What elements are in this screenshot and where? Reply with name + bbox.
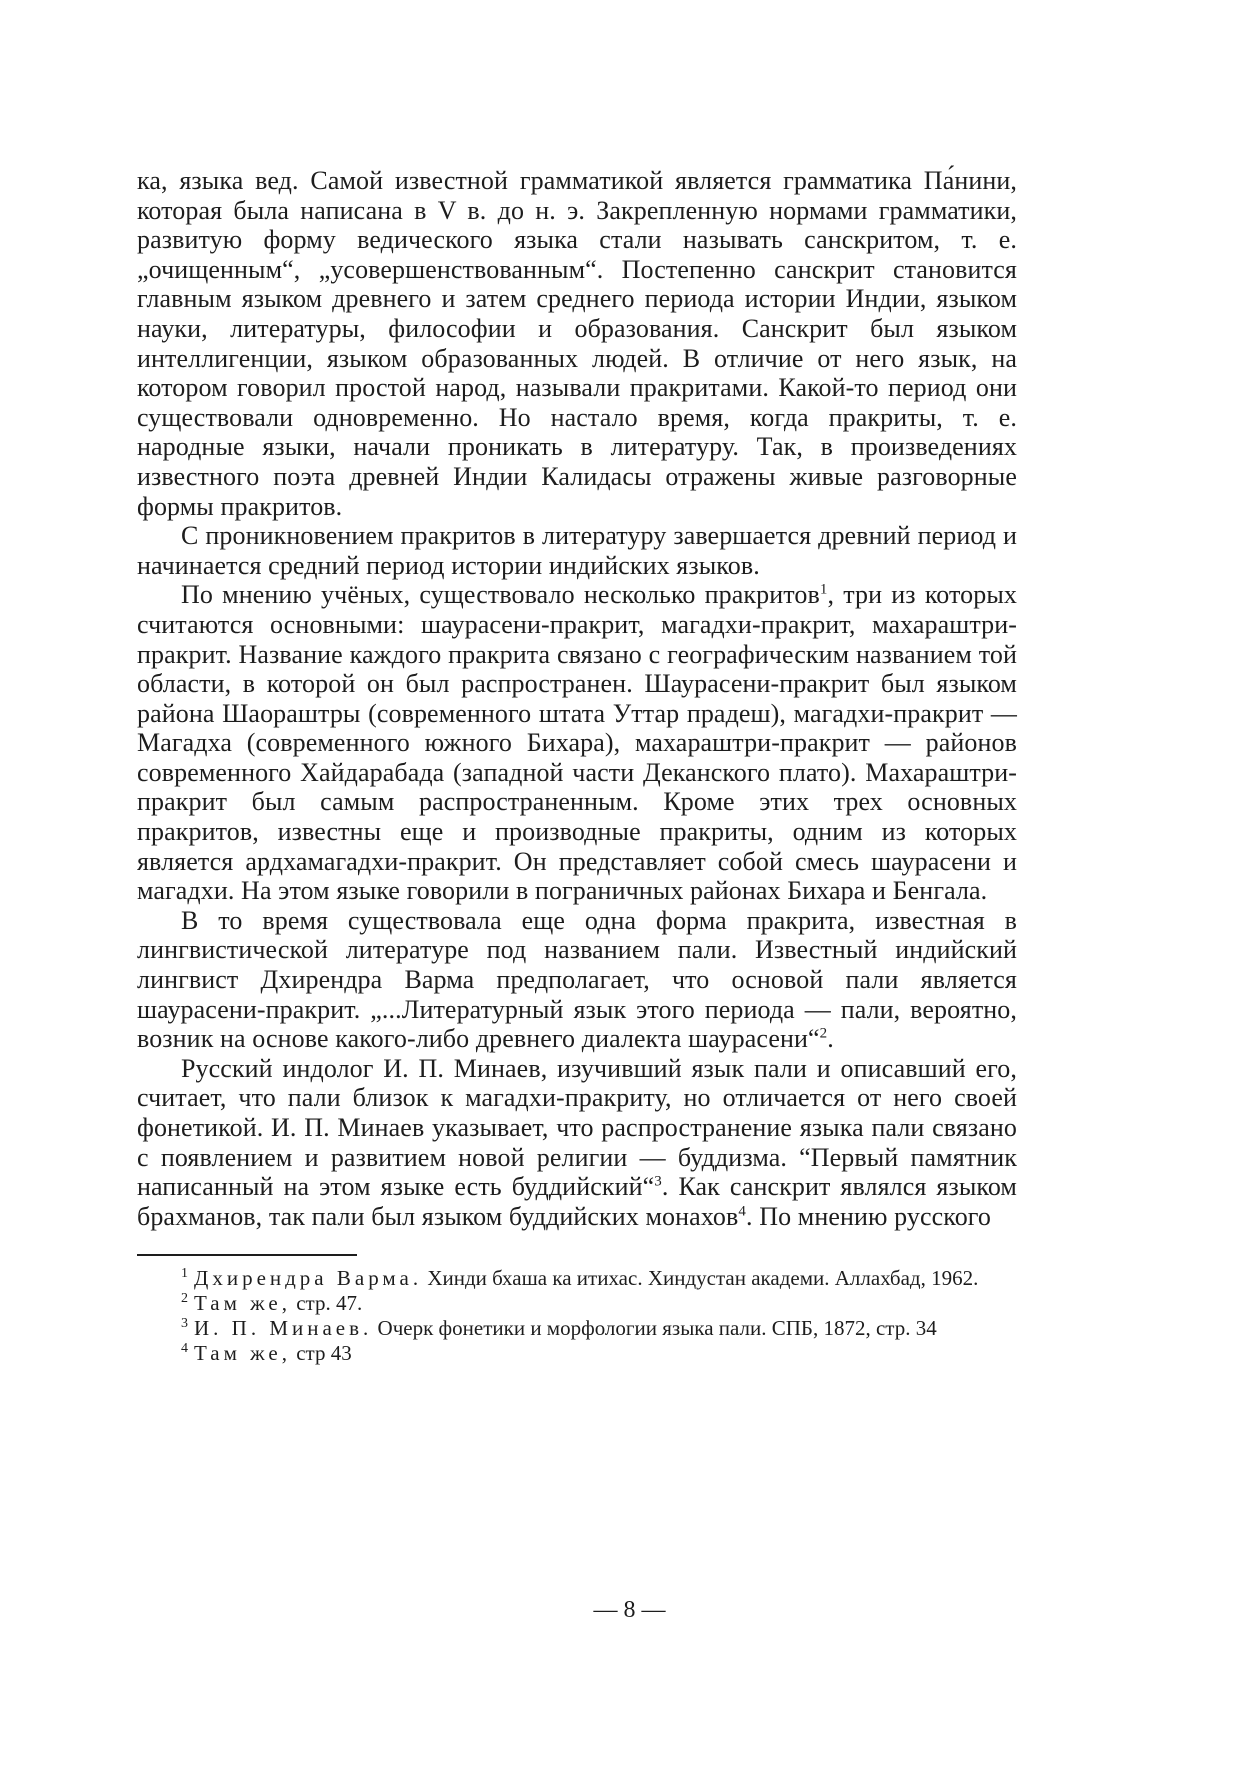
footnotes [137, 1266, 1017, 1366]
footnote-author: Там же, [194, 1341, 291, 1365]
paragraph-5 [137, 1054, 1017, 1232]
footnote-text: Очерк фонетики и морфологии языка пали. СПБ, 1872, стр. 34 [372, 1316, 937, 1340]
footnote-3 [137, 1316, 1017, 1341]
footnote-ref-3[interactable]: 3 [654, 1173, 662, 1190]
footnote-number: 3 [181, 1316, 188, 1331]
footnote-text: стр. 47. [290, 1291, 363, 1315]
paragraph-5-text-a: Русский индолог И. П. Минаев, изучивший язык пали и описавший его, считает, что пали близок к магадхи-пракриту, но отличается от него своей фонетикой. И. П. Минаев указывает, что распространение языка пали связано с появлением и развитием новой религии — буддизма. “Первый памятник написанный на этом языке есть буддийский“ [137, 1053, 1017, 1202]
footnote-number: 4 [181, 1341, 188, 1356]
paragraph-4 [137, 906, 1017, 1054]
paragraph-3 [137, 580, 1017, 906]
footnote-4 [137, 1341, 1017, 1366]
main-text [137, 166, 1017, 1231]
footnote-2 [137, 1291, 1017, 1316]
footnote-text: Хинди бхаша ка итихас. Хиндустан академи. Аллахбад, 1962. [422, 1266, 979, 1290]
footnote-divider [137, 1254, 357, 1256]
paragraph-1: ка, языка вед. Самой известной грамматикой является грамматика Па́нини, которая была написана в V в. до н. э. Закрепленную нормами грамматики, развитую форму ведического языка стали называть санскритом, т. е. „очищенным“, „усовершенствованным“. Постепенно санскрит становится главным языком древнего и затем среднего периода истории Индии, языком науки, литературы, философии и образования. Санскрит был языком интеллигенции, языком образованных людей. В отличие от него язык, на котором говорил простой народ, называли пракритами. Какой-то период они существовали одновременно. Но настало время, когда пракриты, т. е. народные языки, начали проникать в литературу. Так, в произведениях известного поэта древней Индии Калидасы отражены живые разговорные формы пракритов. [137, 166, 1017, 521]
page-number: — 8 — [593, 1597, 666, 1623]
paragraph-5-text-b: . Как санскрит являлся языком брахманов, так пали был языком буддийских монахов [137, 1172, 1017, 1231]
paragraph-2: С проникновением пракритов в литературу завершается древний период и начинается средний период истории индийских языков. [137, 521, 1017, 580]
footnote-ref-2[interactable]: 2 [819, 1025, 828, 1042]
paragraph-4-text-a: В то время существовала еще одна форма пракрита, известная в лингвистической литературе под названием пали. Известный индийский лингвист Дхирендра Варма предполагает, что основой пали является шаурасени-пракрит. „...Литературный язык этого периода — пали, вероятно, возник на основе какого-либо древнего диалекта шаурасени“ [137, 905, 1017, 1054]
paragraph-5-text-c: . По мнению русского [746, 1201, 992, 1231]
paragraph-4-text-b: . [827, 1024, 834, 1054]
footnote-number: 2 [181, 1291, 188, 1306]
paragraph-3-text-b: , три из которых считаются основными: шаурасени-пракрит, магадхи-пракрит, махараштри-пракрит. Название каждого пракрита связано с географическим названием той области, в которой он был распространен. Шаурасени-пракрит был языком района Шаораштры (современного штата Уттар прадеш), магадхи-пракрит — Магадха (современного южного Бихара), махараштри-пракрит — районов современного Хайдарабада (западной части Деканского плато). Махараштри-пракрит был самым распространенным. Кроме этих трех основных пракритов, известны еще и производные пракриты, одним из которых является ардхамагадхи-пракрит. Он представляет собой смесь шаурасени и магадхи. На этом языке говорили в пограничных районах Бихара и Бенгала. [137, 580, 1017, 906]
footnote-author: Дхирендра Варма. [194, 1266, 423, 1290]
footnote-ref-4[interactable]: 4 [738, 1203, 747, 1220]
footnote-author: Там же, [194, 1291, 291, 1315]
footnote-ref-1[interactable]: 1 [819, 581, 828, 598]
footnote-number: 1 [181, 1266, 188, 1281]
footnote-text: стр 43 [290, 1341, 352, 1365]
paragraph-3-text-a: По мнению учёных, существовало несколько пракритов [181, 580, 820, 610]
footnote-author: И. П. Минаев. [194, 1316, 373, 1340]
footnote-1 [137, 1266, 1017, 1291]
